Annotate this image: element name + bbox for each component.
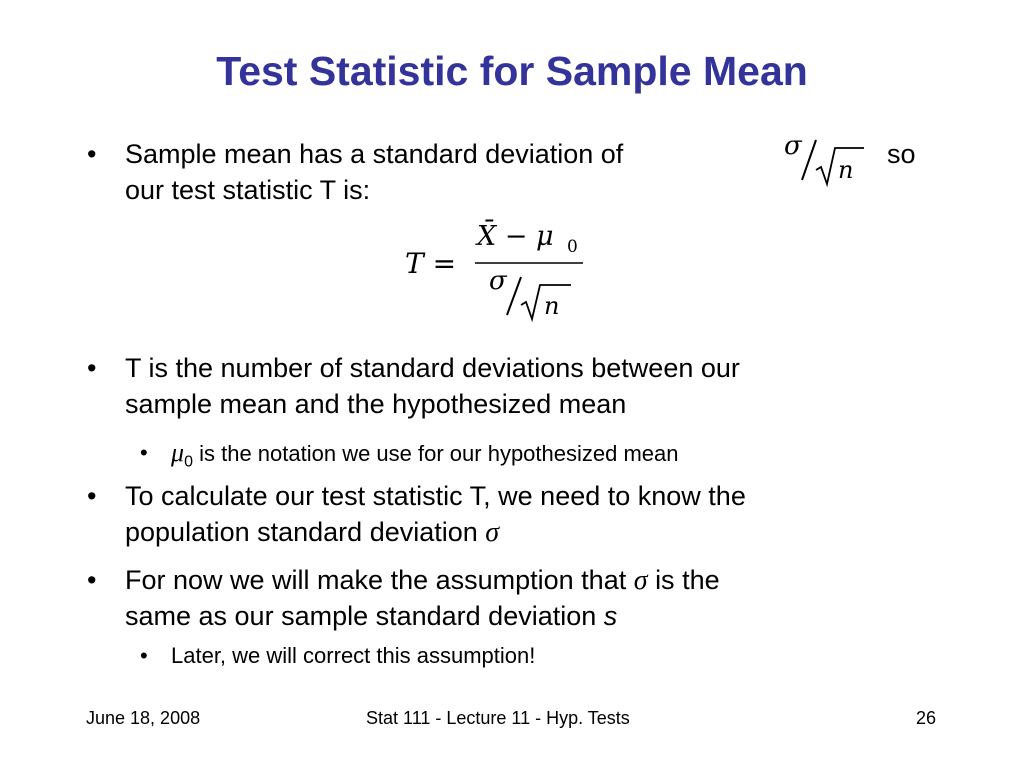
- slide-title: Test Statistic for Sample Mean: [216, 48, 808, 94]
- test-statistic-formula: [405, 215, 590, 327]
- bullet-text-line2: [125, 514, 499, 551]
- sub-bullet-text: is the notation we use for our hypothesized mean: [199, 441, 679, 466]
- bullet-text-line1: [125, 562, 720, 599]
- bullet-calculate-statistic: [87, 478, 947, 558]
- footer-page-number: 26: [916, 708, 937, 728]
- sub-bullet-later-correction: [140, 641, 860, 675]
- bullet-text-line1-start: For now we will make the assumption that: [125, 565, 627, 595]
- formula-slash: [802, 140, 816, 180]
- bullet-marker: •: [87, 353, 97, 383]
- bullet-text-line2-words: population standard deviation: [125, 517, 478, 547]
- sub-bullet-content: [171, 438, 679, 477]
- sigma-symbol: σ: [633, 565, 648, 596]
- bullet-text-line1: To calculate our test statistic T, we need to know the: [125, 481, 746, 511]
- bullet-assumption: [87, 562, 947, 642]
- footer-course: Stat 111 - Lecture 11 - Hyp. Tests: [366, 708, 630, 728]
- bullet-marker: •: [87, 139, 97, 169]
- formula-numerator-subscript: 0: [567, 237, 578, 257]
- bullet-text-line2: [125, 598, 617, 634]
- sigma-over-sqrt-n-formula: [782, 128, 866, 190]
- sub-bullet-text: Later, we will correct this assumption!: [171, 643, 536, 668]
- formula-lhs: T =: [405, 247, 457, 280]
- sub-bullet-marker: •: [140, 440, 148, 465]
- bullet-standard-deviations: [87, 350, 947, 430]
- bullet-text-line1: Sample mean has a standard deviation of: [125, 139, 624, 169]
- bullet-text-line2: sample mean and the hypothesized mean: [125, 389, 627, 419]
- formula-sigma: σ: [784, 131, 802, 161]
- bullet-marker: •: [87, 481, 97, 511]
- bullet-text-line2-words: same as our sample standard deviation: [125, 601, 597, 631]
- formula-numerator: X̄ − μ: [477, 221, 554, 252]
- footer-date: June 18, 2008: [86, 708, 201, 728]
- sub-bullet-marker: •: [140, 643, 148, 668]
- formula-denominator-sigma: σ: [489, 266, 507, 296]
- mu-symbol: μ: [171, 438, 185, 467]
- formula-denominator-n: n: [544, 292, 560, 320]
- bullet-text-line1: T is the number of standard deviations between our: [125, 353, 740, 383]
- sample-sd-variable: s: [603, 601, 618, 631]
- sub-bullet-mu-notation: [140, 438, 860, 472]
- bullet-text-line1-end: so: [887, 139, 916, 169]
- bullet-text-line1-end: is the: [655, 565, 720, 595]
- formula-n: n: [838, 156, 854, 184]
- formula-denominator-slash: [507, 277, 521, 315]
- bullet-marker: •: [87, 565, 97, 595]
- mu-subscript: 0: [184, 453, 193, 471]
- bullet-text-line2: our test statistic T is:: [125, 175, 371, 205]
- sigma-symbol: σ: [485, 517, 500, 548]
